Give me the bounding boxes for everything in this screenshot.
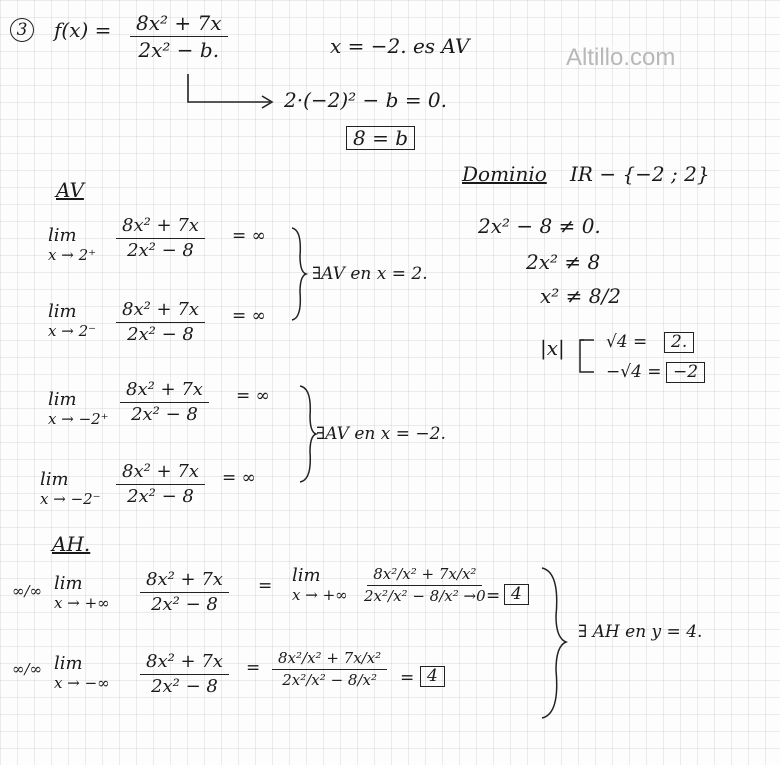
domain-set: IR − {−2 ; 2}: [570, 162, 710, 186]
function-numerator: 8x² + 7x: [130, 12, 228, 37]
ah-eq-result-pos: =: [486, 586, 501, 606]
ah-title: AH.: [52, 532, 91, 556]
av-limit-4: lim x → −2⁻: [40, 469, 101, 508]
given-condition: x = −2. es AV: [330, 34, 470, 58]
ah-result-pos: 4: [504, 584, 529, 605]
ah-eq-neg: =: [246, 658, 261, 678]
ah-conclusion: ∃ AH en y = 4.: [578, 622, 703, 642]
brace-icon: [288, 226, 308, 322]
domain-label: Dominio: [462, 162, 547, 186]
av-conclusion-2: ∃AV en x = −2.: [316, 424, 446, 444]
bracket-icon: [572, 332, 602, 380]
watermark: Altillo.com: [566, 44, 676, 71]
ah-fraction-pos: $\frac{\text{8x² + 7x}}{\text{2x² − 8}}$: [140, 570, 229, 615]
brace-icon: [538, 566, 568, 720]
root-positive-value: 2.: [664, 332, 694, 353]
indeterminate-form-2: ∞/∞: [12, 660, 43, 678]
av-title: AV: [56, 178, 84, 202]
domain-step-2: 2x² ≠ 8: [526, 250, 601, 274]
ah-result-neg: 4: [420, 666, 445, 687]
substitution-line: 2·(−2)² − b = 0.: [284, 88, 448, 112]
av-limit-3: lim x → −2⁺: [48, 389, 109, 428]
root-negative-value: −2: [666, 362, 705, 383]
ah-fraction-neg: $\frac{\text{8x² + 7x}}{\text{2x² − 8}}$: [140, 652, 229, 697]
av-eq-1: = ∞: [232, 226, 266, 246]
ah-split-fraction-neg: $\frac{\text{8x²/x² + 7x/x²}}{\text{2x²/x² − 8/x²}}$: [272, 650, 387, 688]
domain-abs-x: |x|: [540, 336, 565, 360]
av-eq-4: = ∞: [222, 468, 256, 488]
result-b: 8 = b: [346, 126, 415, 150]
av-fraction-1: $\frac{\text{8x² + 7x}}{\text{2x² − 8}}$: [116, 216, 205, 261]
domain-step-1: 2x² − 8 ≠ 0.: [478, 214, 601, 238]
brace-icon: [296, 384, 318, 484]
function-fraction: [130, 12, 228, 61]
ah-split-fraction-pos: $\frac{\text{8x²/x² + 7x/x²}}{\text{2x²/x² − 8/x² →0}}$: [364, 565, 486, 605]
av-limit-1: lim x → 2⁺: [48, 225, 97, 264]
domain-step-3: x² ≠ 8/2: [540, 284, 621, 308]
root-negative: −√4 =: [606, 362, 662, 382]
av-conclusion-1: ∃AV en x = 2.: [312, 264, 428, 284]
av-limit-2: lim x → 2⁻: [48, 301, 97, 340]
indeterminate-form-1: ∞/∞: [12, 582, 43, 600]
av-eq-2: = ∞: [232, 306, 266, 326]
ah-eq-result-neg: =: [400, 668, 415, 688]
av-eq-3: = ∞: [236, 386, 270, 406]
function-name: f(x) =: [54, 18, 112, 42]
av-fraction-4: $\frac{\text{8x² + 7x}}{\text{2x² − 8}}$: [116, 462, 205, 507]
ah-limit-pos-2: lim x → +∞: [292, 565, 348, 604]
root-positive: √4 =: [606, 332, 648, 352]
arrow-icon: [180, 70, 280, 110]
ah-limit-neg: lim x → −∞: [54, 653, 110, 692]
av-fraction-2: $\frac{\text{8x² + 7x}}{\text{2x² − 8}}$: [116, 300, 205, 345]
av-fraction-3: $\frac{\text{8x² + 7x}}{\text{2x² − 8}}$: [120, 380, 209, 425]
function-denominator: 2x² − b.: [138, 38, 220, 62]
ah-eq-pos: =: [258, 576, 273, 596]
problem-number: 3: [10, 18, 34, 42]
ah-limit-pos: lim x → +∞: [54, 573, 110, 612]
